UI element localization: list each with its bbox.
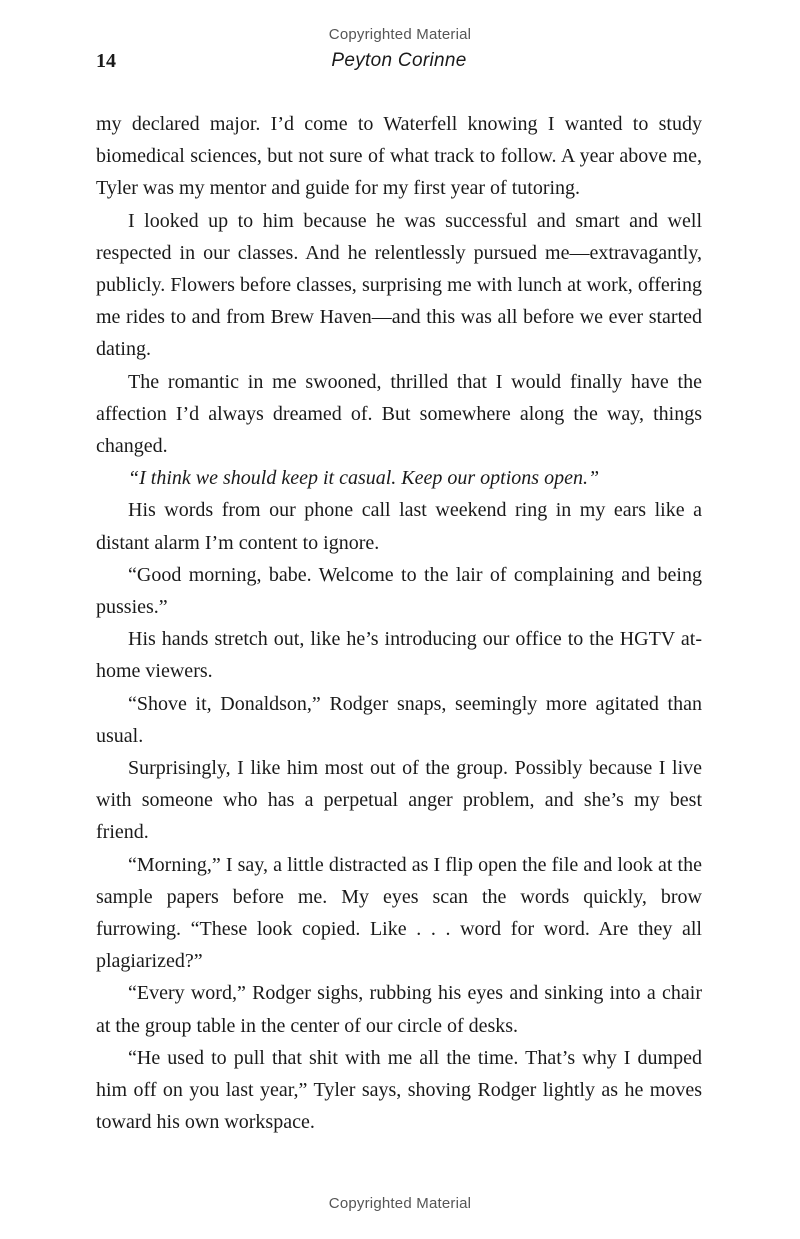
copyright-watermark-bottom: Copyrighted Material <box>328 1195 472 1212</box>
paragraph: Surprisingly, I like him most out of the group. Possibly because I live with someone who has a perpetual anger problem, and she’s my best friend. <box>96 757 702 844</box>
paragraph: The romantic in me swooned, thrilled that I would finally have the affection I’d always dreamed of. But somewhere along the way, things changed. <box>96 370 702 458</box>
paragraph: my declared major. I’d come to Waterfell knowing I wanted to study biomedical sciences, but not sure of what track to follow. A year above me, Tyler was my mentor and guide for my first year of tutoring. <box>96 113 702 200</box>
body-text <box>96 108 702 1139</box>
paragraph: His hands stretch out, like he’s introducing our office to the HGTV at-home viewers. <box>96 628 702 683</box>
italic-quote-paragraph: “I think we should keep it casual. Keep our options open.” <box>128 467 600 490</box>
paragraph: His words from our phone call last weekend ring in my ears like a distant alarm I’m content to ignore. <box>96 499 702 554</box>
paragraph: “Morning,” I say, a little distracted as I flip open the file and look at the sample papers before me. My eyes scan the words quickly, brow furrowing. “These look copied. Like . . . word for word. Are they all plagiarized?” <box>96 853 702 973</box>
paragraph: “Good morning, babe. Welcome to the lair of complaining and being pussies.” <box>96 563 702 619</box>
running-head-author: Peyton Corinne <box>331 50 467 71</box>
paragraph: I looked up to him because he was successful and smart and well respected in our classes. And he relentlessly pursued me—extravagantly, publicly. Flowers before classes, surprising me with lunch at work, offering me rides to and from Brew Haven—and this was all before we ever started dating. <box>96 209 702 361</box>
paragraph: “He used to pull that shit with me all the time. That’s why I dumped him off on you last year,” Tyler says, shoving Rodger lightly as he moves toward his own workspace. <box>96 1046 702 1134</box>
copyright-watermark-top: Copyrighted Material <box>328 26 472 43</box>
running-head <box>96 50 702 76</box>
page-number: 14 <box>96 50 116 72</box>
paragraph: “Every word,” Rodger sighs, rubbing his eyes and sinking into a chair at the group table in the center of our circle of desks. <box>96 982 702 1037</box>
paragraph: “Shove it, Donaldson,” Rodger snaps, seemingly more agitated than usual. <box>96 692 702 747</box>
